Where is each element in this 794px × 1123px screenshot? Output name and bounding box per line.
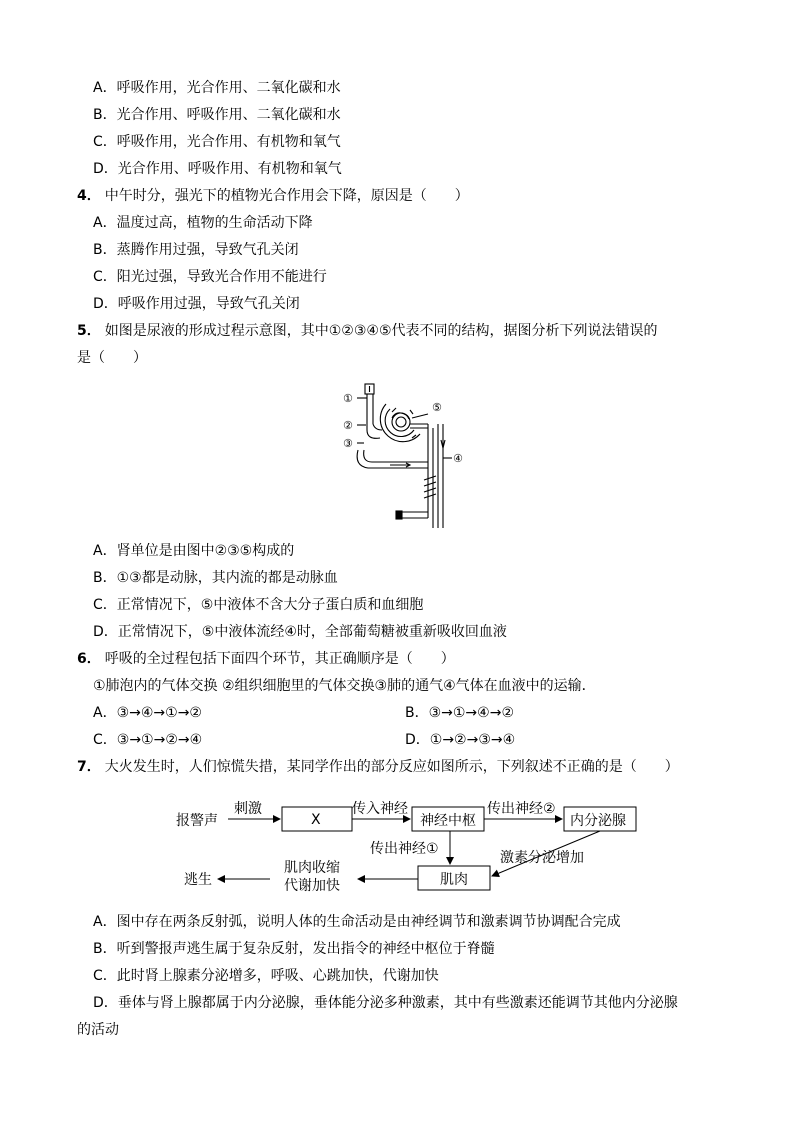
- q4-option-d: D．呼吸作用过强，导致气孔关闭: [93, 296, 300, 312]
- q5-option-a: A．肾单位是由图中②③⑤构成的: [93, 543, 295, 559]
- label-efferent2: 传出神经②: [487, 801, 556, 817]
- label-muscle: 肌肉: [440, 872, 468, 888]
- q3-option-d: D．光合作用、呼吸作用、有机物和氧气: [93, 161, 342, 177]
- label-alarm: 报警声: [176, 813, 218, 829]
- nephron-label-1: ①: [343, 392, 353, 405]
- q5-stem-line1: [77, 321, 658, 341]
- label-contract: 肌肉收缩: [284, 860, 340, 876]
- q6-option-d: D．①→②→③→④: [405, 732, 516, 748]
- q4-option-b: B．蒸腾作用过强，导致气孔关闭: [93, 242, 299, 258]
- q7-option-d-continued: 的活动: [77, 1022, 119, 1038]
- q5-option-d: D．正常情况下，⑤中液体流经④时，全部葡萄糖被重新吸收回血液: [93, 624, 507, 640]
- q7-option-a: A．图中存在两条反射弧，说明人体的生命活动是由神经调节和激素调节协调配合完成: [93, 914, 621, 930]
- q4-stem-line: [77, 186, 469, 206]
- q4-option-c: C．阳光过强，导致光合作用不能进行: [93, 269, 327, 285]
- q7-number: 7．: [77, 759, 101, 775]
- q6-stem: 呼吸的全过程包括下面四个环节，其正确顺序是（ ）: [104, 651, 455, 667]
- q4-stem: 中午时分，强光下的植物光合作用会下降，原因是（ ）: [104, 188, 469, 204]
- q7-option-c: C．此时肾上腺素分泌增多，呼吸、心跳加快，代谢加快: [93, 968, 439, 984]
- label-afferent: 传入神经: [352, 801, 408, 817]
- q6-option-a: A．③→④→①→②: [93, 705, 202, 721]
- q6-steps: ①肺泡内的气体交换 ②组织细胞里的气体交换③肺的通气④气体在血液中的运输．: [93, 678, 596, 694]
- label-stimulus: 刺激: [234, 801, 262, 817]
- nephron-label-3: ③: [343, 437, 353, 450]
- q6-option-b: B．③→①→④→②: [405, 705, 514, 721]
- q7-stem: 大火发生时，人们惊慌失措，某同学作出的部分反应如图所示，下列叙述不正确的是（ ）: [104, 759, 679, 775]
- q3-option-b: B．光合作用、呼吸作用、二氧化碳和水: [93, 107, 341, 123]
- q3-option-c: C．呼吸作用，光合作用、有机物和氧气: [93, 134, 341, 150]
- nephron-diagram: [340, 378, 470, 533]
- nephron-label-2: ②: [343, 419, 353, 432]
- q3-option-a: A．呼吸作用，光合作用、二氧化碳和水: [93, 80, 341, 96]
- label-nerve-center: 神经中枢: [420, 813, 476, 829]
- q6-stem-line: [77, 649, 455, 669]
- q6-number: 6．: [77, 651, 101, 667]
- q5-stem: 如图是尿液的形成过程示意图，其中①②③④⑤代表不同的结构，据图分析下列说法错误的: [104, 323, 658, 339]
- label-endocrine-gland: 内分泌腺: [570, 813, 626, 829]
- q5-option-b: B．①③都是动脉，其内流的都是动脉血: [93, 570, 338, 586]
- q4-option-a: A．温度过高，植物的生命活动下降: [93, 215, 313, 231]
- q6-option-c: C．③→①→②→④: [93, 732, 203, 748]
- nephron-label-5: ⑤: [432, 401, 442, 414]
- label-efferent1: 传出神经①: [370, 841, 439, 857]
- q5-option-c: C．正常情况下，⑤中液体不含大分子蛋白质和血细胞: [93, 597, 424, 613]
- label-metabolism: 代谢加快: [284, 878, 340, 894]
- q7-option-b: B．听到警报声逃生属于复杂反射，发出指令的神经中枢位于脊髓: [93, 941, 495, 957]
- nephron-label-4: ④: [453, 452, 463, 465]
- q4-number: 4．: [77, 188, 101, 204]
- label-hormone: 激素分泌增加: [500, 850, 584, 866]
- q5-stem-line2: 是（ ）: [77, 350, 147, 366]
- q7-stem-line: [77, 757, 679, 777]
- q5-number: 5．: [77, 323, 101, 339]
- label-x: X: [311, 812, 321, 828]
- reflex-flow-diagram: [170, 795, 650, 900]
- q7-option-d: D．垂体与肾上腺都属于内分泌腺，垂体能分泌多种激素，其中有些激素还能调节其他内分泌腺: [93, 995, 678, 1011]
- label-escape: 逃生: [184, 872, 212, 888]
